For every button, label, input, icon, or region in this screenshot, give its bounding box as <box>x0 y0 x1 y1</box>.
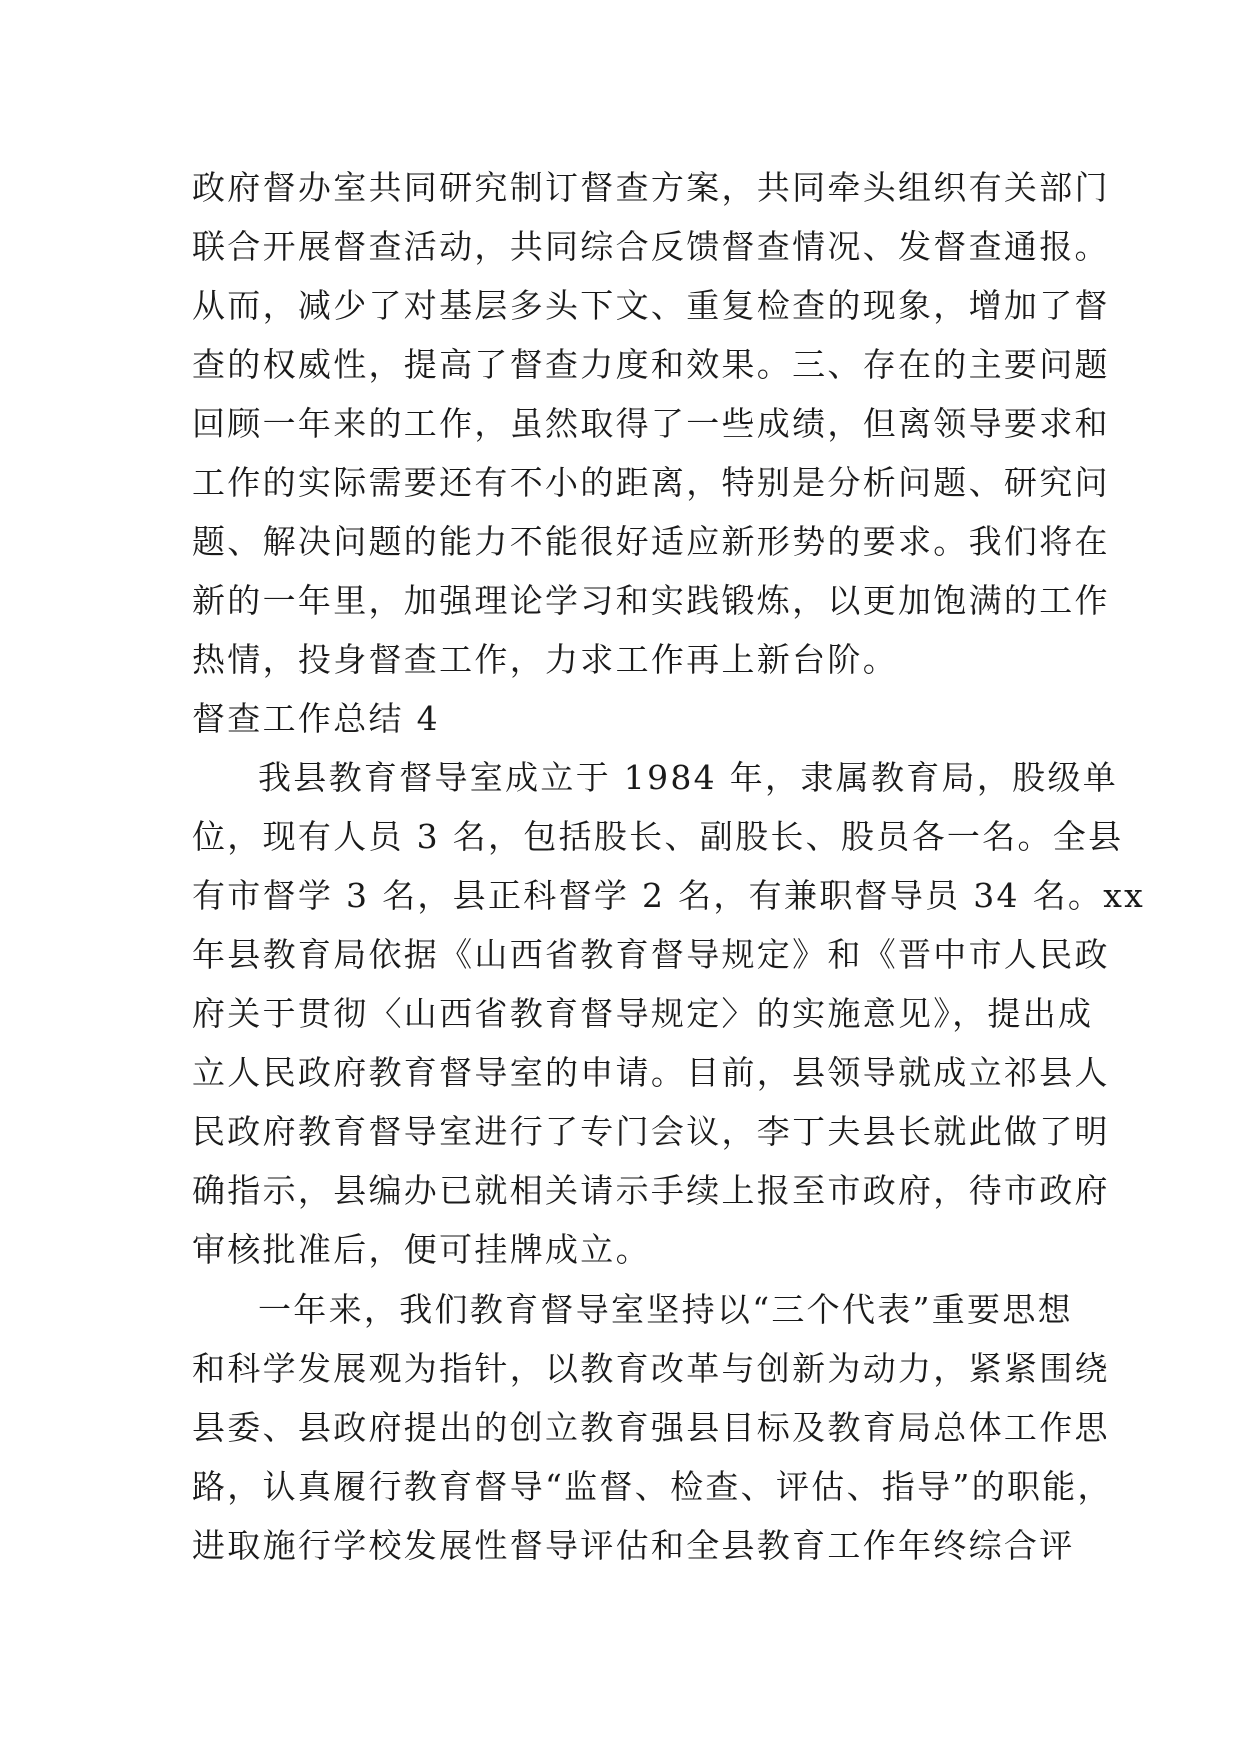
text-line: 有市督学 3 名，县正科督学 2 名，有兼职督导员 34 名。xx <box>192 876 1146 915</box>
text-line: 热情，投身督查工作，力求工作再上新台阶。 <box>192 640 898 679</box>
text-line: 路，认真履行教育督导“监督、检查、评估、指导”的职能， <box>192 1467 1113 1506</box>
text-line: 和科学发展观为指针，以教育改革与创新为动力，紧紧围绕 <box>192 1349 1110 1388</box>
text-line: 年县教育局依据《山西省教育督导规定》和《晋中市人民政 <box>192 935 1110 974</box>
paragraph-first-line: 我县教育督导室成立于 1984 年，隶属教育局，股级单 <box>258 758 1119 797</box>
text-line: 回顾一年来的工作，虽然取得了一些成绩，但离领导要求和 <box>192 404 1110 443</box>
text-line: 查的权威性，提高了督查力度和效果。三、存在的主要问题 <box>192 345 1110 384</box>
text-line: 位，现有人员 3 名，包括股长、副股长、股员各一名。全县 <box>192 817 1124 856</box>
text-line: 确指示，县编办已就相关请示手续上报至市政府，待市政府 <box>192 1171 1110 1210</box>
section-heading: 督查工作总结 4 <box>192 699 440 738</box>
text-line: 题、解决问题的能力不能很好适应新形势的要求。我们将在 <box>192 522 1110 561</box>
text-line: 联合开展督查活动，共同综合反馈督查情况、发督查通报。 <box>192 227 1110 266</box>
text-line: 从而，减少了对基层多头下文、重复检查的现象，增加了督 <box>192 286 1110 325</box>
text-line: 进取施行学校发展性督导评估和全县教育工作年终综合评 <box>192 1526 1075 1565</box>
text-line: 县委、县政府提出的创立教育强县目标及教育局总体工作思 <box>192 1408 1110 1447</box>
text-line: 工作的实际需要还有不小的距离，特别是分析问题、研究问 <box>192 463 1110 502</box>
text-line: 政府督办室共同研究制订督查方案，共同牵头组织有关部门 <box>192 168 1110 207</box>
paragraph-first-line: 一年来，我们教育督导室坚持以“三个代表”重要思想 <box>258 1290 1073 1329</box>
text-line: 民政府教育督导室进行了专门会议，李丁夫县长就此做了明 <box>192 1112 1110 1151</box>
text-line: 审核批准后，便可挂牌成立。 <box>192 1230 651 1269</box>
text-line: 新的一年里，加强理论学习和实践锻炼，以更加饱满的工作 <box>192 581 1110 620</box>
text-line: 府关于贯彻〈山西省教育督导规定〉的实施意见》，提出成 <box>192 994 1094 1033</box>
text-line: 立人民政府教育督导室的申请。目前，县领导就成立祁县人 <box>192 1053 1110 1092</box>
